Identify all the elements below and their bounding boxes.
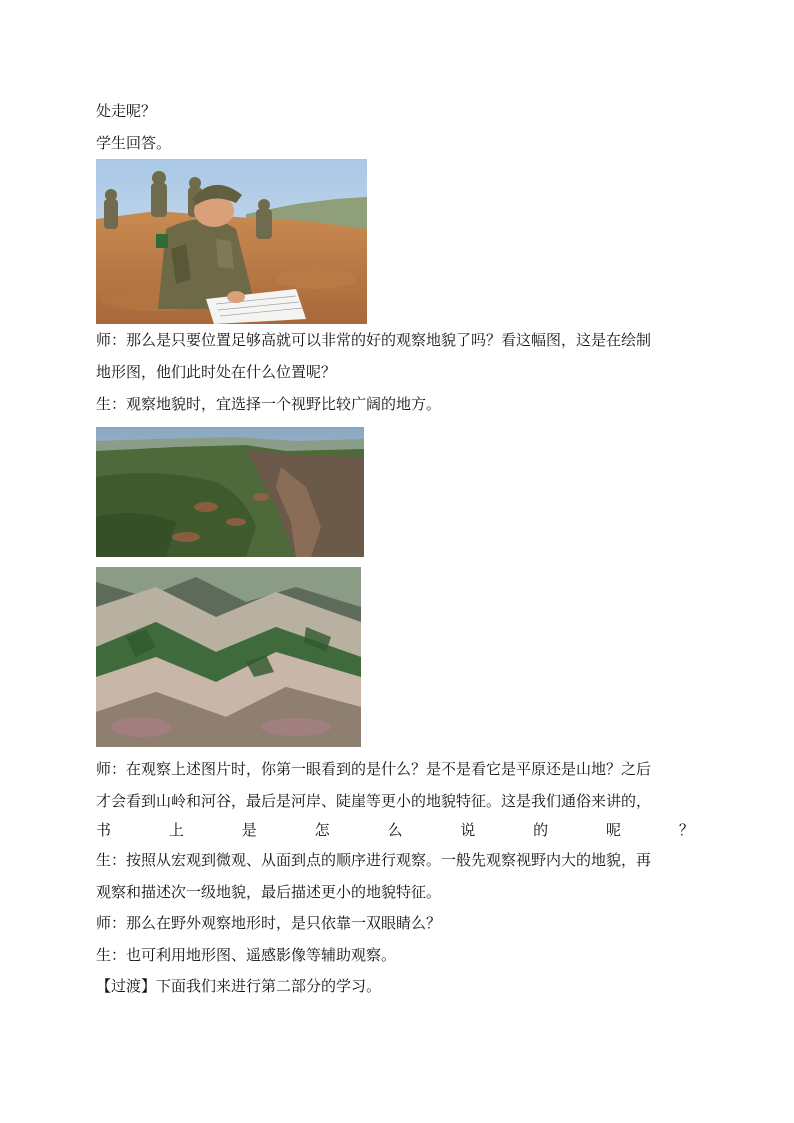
spread-char: 的	[533, 821, 549, 839]
student-answer-viewpoint: 生：观察地貌时，宜选择一个视野比较广阔的地方。	[96, 395, 442, 413]
teacher-field-question: 师：那么在野外观察地形时，是只依靠一双眼睛么？	[96, 914, 442, 932]
teacher-observation-line1: 师：在观察上述图片时，你第一眼看到的是什么？是不是看它是平原还是山地？之后	[96, 760, 652, 778]
spread-char: ？	[678, 821, 694, 839]
teacher-question-line1: 师：那么是只要位置足够高就可以非常的好的观察地貌了吗？看这幅图，这是在绘制	[96, 331, 652, 349]
spread-char: 书	[96, 821, 112, 839]
spread-char: 上	[168, 821, 184, 839]
teacher-observation-line2: 才会看到山岭和河谷，最后是河岸、陡崖等更小的地貌特征。这是我们通俗来讲的，	[96, 792, 652, 810]
spread-char: 呢	[606, 821, 622, 839]
spread-char: 怎	[314, 821, 330, 839]
paragraph-continuation: 处走呢？	[96, 102, 157, 120]
student-order-line2: 观察和描述次一级地貌，最后描述更小的地貌特征。	[96, 883, 442, 901]
paragraph-student-answer: 学生回答。	[96, 134, 172, 152]
spread-char: 是	[241, 821, 257, 839]
student-order-line1: 生：按照从宏观到微观、从面到点的顺序进行观察。一般先观察视野内大的地貌，再	[96, 851, 652, 869]
spread-char: 说	[460, 821, 476, 839]
mountain-ridges-photo	[96, 567, 361, 747]
canyon-landscape-photo	[96, 427, 364, 557]
transition-note: 【过渡】下面我们来进行第二部分的学习。	[96, 977, 382, 995]
spread-char: 么	[387, 821, 403, 839]
teacher-question-line2: 地形图，他们此时处在什么位置呢？	[96, 363, 337, 381]
soldiers-mapping-photo	[96, 159, 367, 324]
teacher-observation-line3	[96, 820, 694, 840]
student-tools-answer: 生：也可利用地形图、遥感影像等辅助观察。	[96, 946, 397, 964]
